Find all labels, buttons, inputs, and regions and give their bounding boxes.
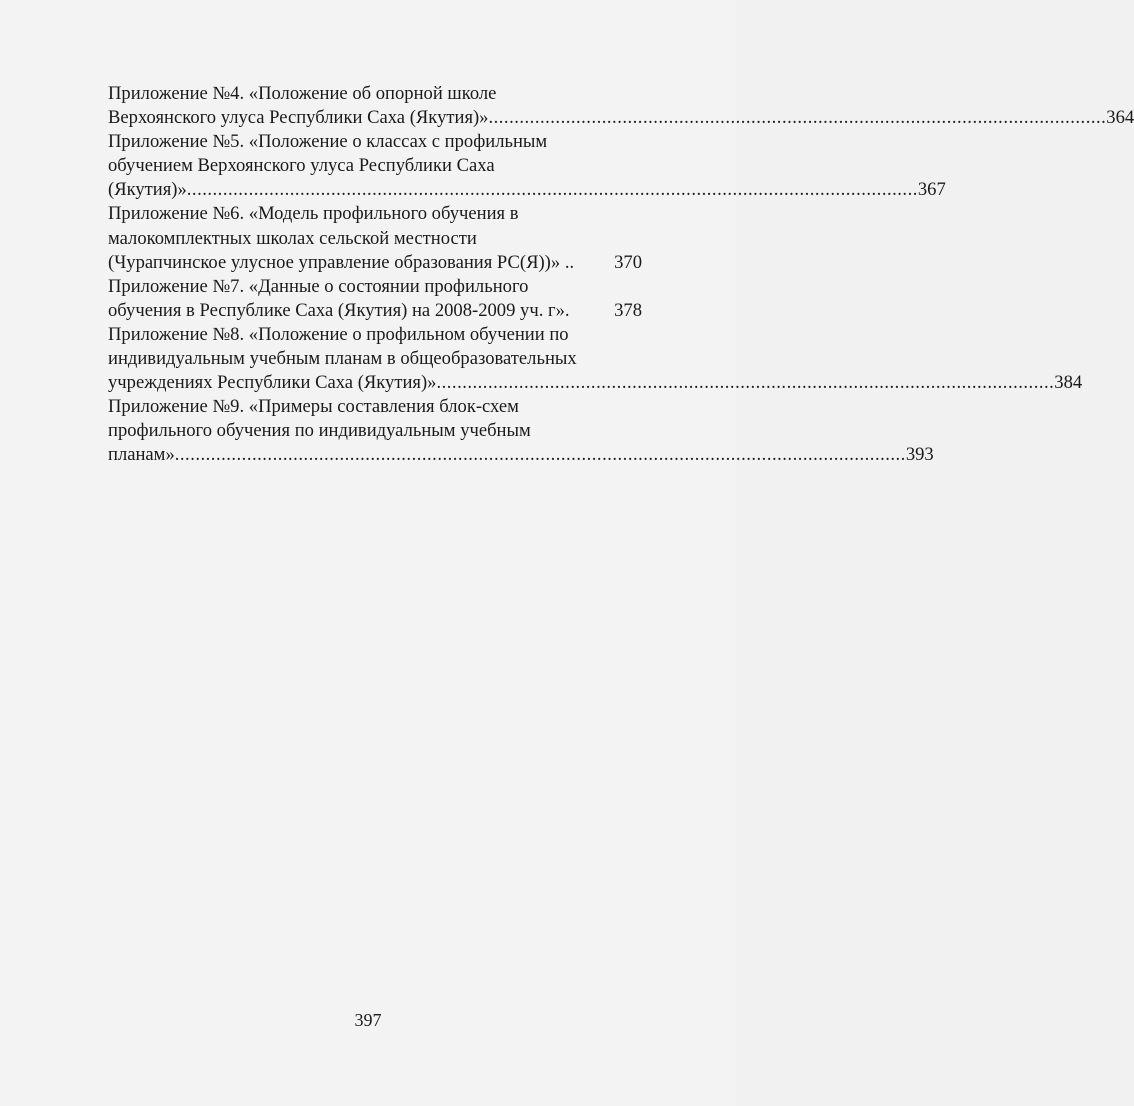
- toc-entry-6[interactable]: [108, 202, 642, 274]
- toc-entry-text: Приложение №4. «Положение об опорной школе: [108, 83, 497, 104]
- toc-entry-lastline: [108, 251, 642, 275]
- table-of-contents: [108, 82, 1134, 468]
- dot-leader: ..............................................................................................................................................: [186, 179, 918, 201]
- toc-entry-text: Верхоянского улуса Республики Саха (Якутия)»: [108, 107, 489, 129]
- toc-entry-text: профильного обучения по индивидуальным учебным: [108, 420, 531, 442]
- toc-entry-lastline: [108, 371, 1083, 395]
- toc-entry-8[interactable]: [108, 323, 1083, 395]
- toc-page-ref: 378: [614, 299, 642, 321]
- toc-page-ref: 384: [1054, 372, 1083, 394]
- toc-entry-text: индивидуальным учебным планам в общеобразовательных: [108, 348, 577, 370]
- dot-leader: ........................................................................................................................: [436, 372, 1055, 394]
- toc-entry-text: Приложение №6. «Модель профильного обучения в: [108, 203, 519, 225]
- toc-entry-text: обучения в Республике Саха (Якутия) на 2008-2009 уч. г».: [108, 299, 570, 321]
- toc-entry-text: учреждениях Республики Саха (Якутия)»: [108, 372, 437, 394]
- toc-entry-text: малокомплектных школах сельской местности: [108, 227, 477, 249]
- toc-page-ref: 393: [905, 444, 934, 466]
- toc-page-ref: 370: [614, 251, 642, 273]
- toc-entry-text: планам»: [108, 444, 175, 466]
- toc-entry-9[interactable]: [108, 395, 934, 467]
- toc-page-ref: 367: [917, 179, 946, 201]
- toc-entry-text: Приложение №5. «Положение о классах с профильным: [108, 131, 548, 153]
- toc-entry-lastline: [108, 106, 1134, 130]
- toc-entry-text: (Якутия)»: [108, 179, 187, 201]
- toc-entry-lastline: [108, 299, 642, 323]
- toc-entry-text: Приложение №9. «Примеры составления блок-схем: [108, 396, 519, 418]
- dot-leader: ........................................................................................................................: [488, 107, 1107, 129]
- toc-entry-lastline: [108, 178, 946, 202]
- toc-entry-text: Приложение №7. «Данные о состоянии профильного: [108, 275, 529, 297]
- page-number: 397: [354, 1010, 382, 1030]
- toc-entry-5[interactable]: [108, 130, 946, 202]
- toc-entry-text: (Чурапчинское улусное управление образования РС(Я))» ..: [108, 251, 575, 273]
- dot-leader: ..............................................................................................................................................: [174, 444, 906, 466]
- toc-entry-text: Приложение №8. «Положение о профильном обучении по: [108, 323, 569, 345]
- toc-entry-text: обучением Верхоянского улуса Республики Саха: [108, 155, 495, 177]
- toc-entry-lastline: [108, 443, 934, 467]
- toc-entry-7[interactable]: [108, 275, 642, 323]
- toc-page-ref: 364: [1106, 107, 1134, 129]
- toc-entry-4[interactable]: [108, 82, 1134, 130]
